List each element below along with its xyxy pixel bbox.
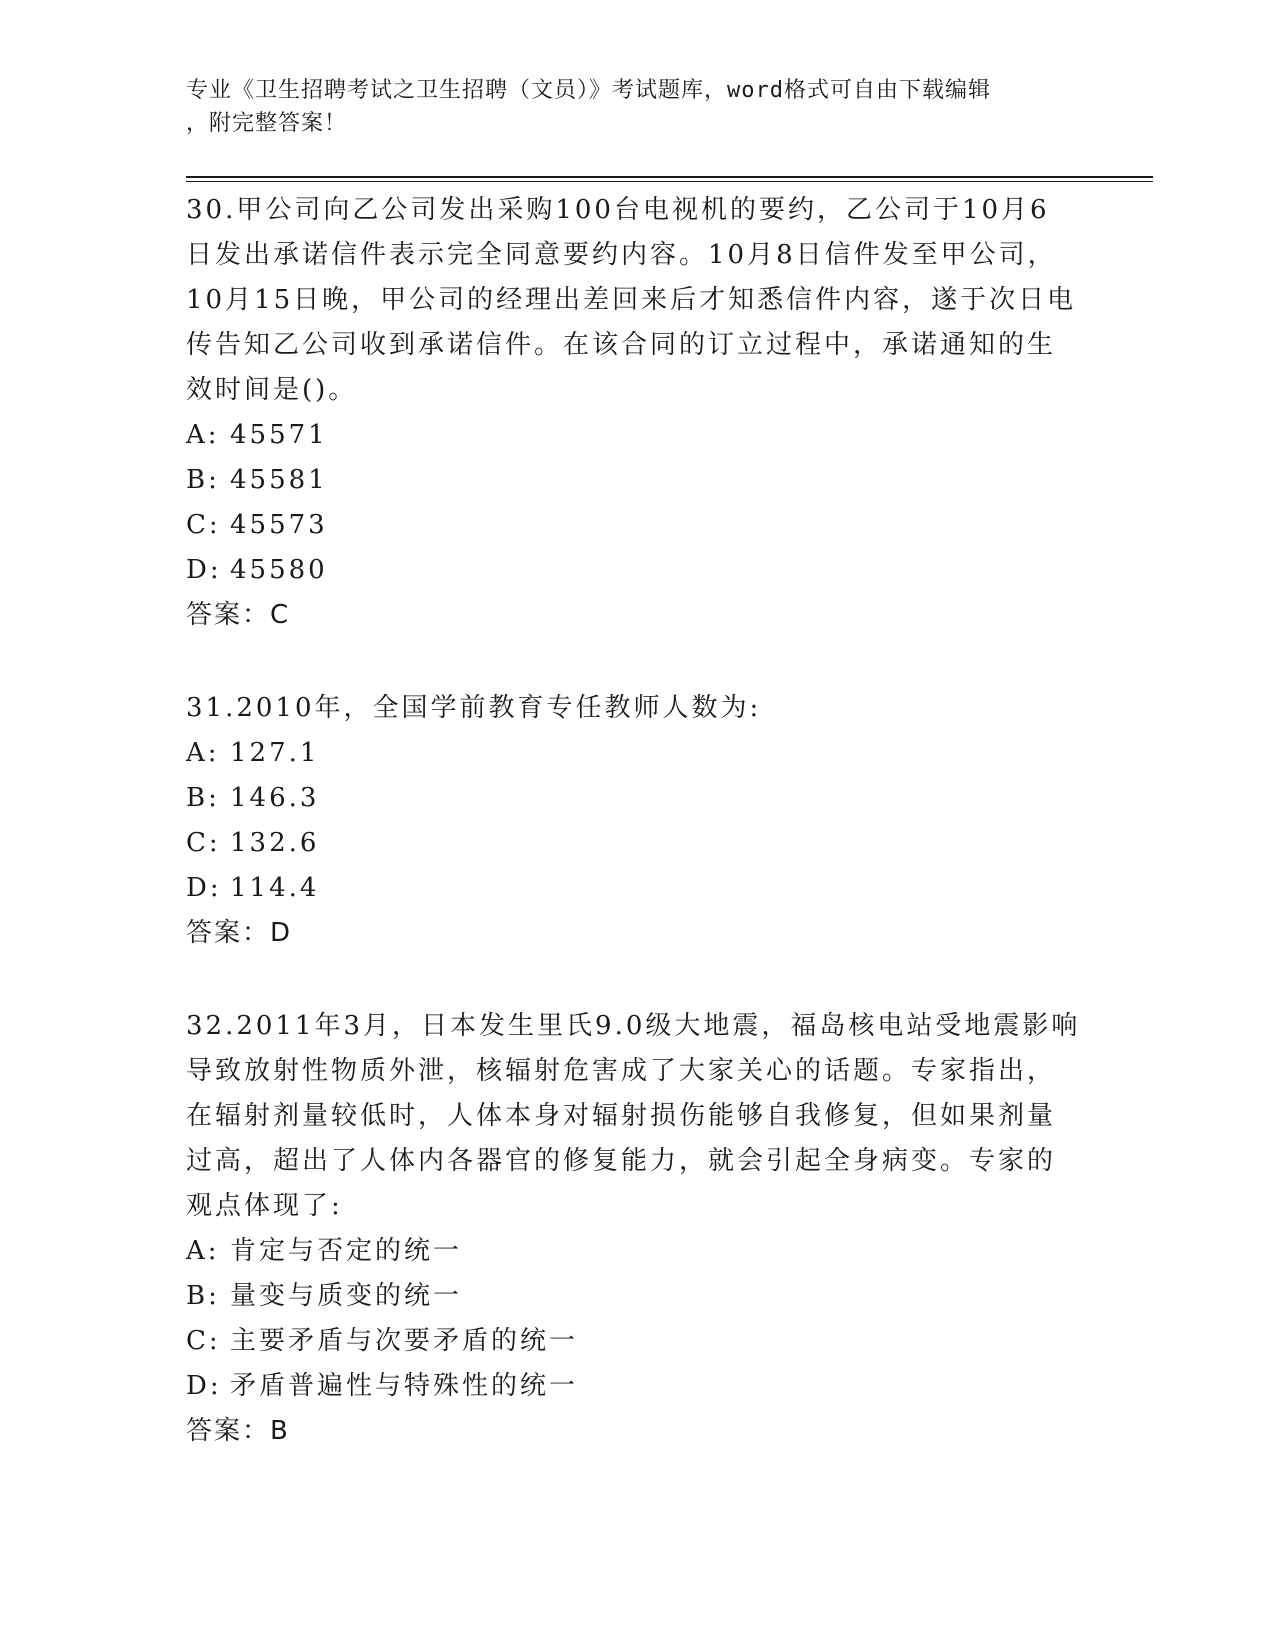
header-divider-thick [186,176,1153,178]
question-stem-line: 日发出承诺信件表示完全同意要约内容。10月8日信件发至甲公司， [186,240,1057,270]
question-stem-line: 过高，超出了人体内各器官的修复能力，就会引起全身病变。专家的 [186,1146,1057,1176]
option-text: 主要矛盾与次要矛盾的统一 [230,1326,579,1356]
question-list [186,188,1086,1454]
header-divider-thin [186,181,1153,182]
option-c [186,1319,1086,1364]
option-key: B: [186,465,220,495]
question-31 [186,686,1086,956]
question-stem-line: 32.2011年3月，日本发生里氏9.0级大地震，福岛核电站受地震影响 [186,1011,1081,1041]
question-32 [186,1004,1086,1454]
question-stem-line: 导致放射性物质外泄，核辐射危害成了大家关心的话题。专家指出， [186,1056,1057,1086]
question-stem-line: 传告知乙公司收到承诺信件。在该合同的订立过程中，承诺通知的生 [186,330,1057,360]
option-c [186,503,1086,548]
option-key: A: [186,738,220,768]
option-text: 45580 [230,555,328,585]
option-b [186,458,1086,503]
question-stem-line: 10月15日晚，甲公司的经理出差回来后才知悉信件内容，遂于次日电 [186,285,1077,315]
option-text: 132.6 [230,828,320,858]
option-d [186,1364,1086,1409]
option-text: 45571 [230,420,328,450]
option-d [186,866,1086,911]
option-text: 肯定与否定的统一 [230,1236,463,1266]
question-stem-line: 30.甲公司向乙公司发出采购100台电视机的要约，乙公司于10月6 [186,195,1050,225]
option-a [186,1229,1086,1274]
option-b [186,1274,1086,1319]
option-key: C: [186,1326,221,1356]
option-text: 量变与质变的统一 [230,1281,463,1311]
option-key: C: [186,828,221,858]
option-key: B: [186,1281,220,1311]
question-stem-line: 在辐射剂量较低时，人体本身对辐射损伤能够自我修复，但如果剂量 [186,1101,1057,1131]
option-key: A: [186,420,220,450]
option-c [186,821,1086,866]
answer-line: 答案：D [186,918,293,948]
option-b [186,776,1086,821]
option-text: 45573 [230,510,328,540]
option-key: A: [186,1236,220,1266]
option-text: 127.1 [230,738,320,768]
option-text: 114.4 [230,873,320,903]
option-text: 矛盾普遍性与特殊性的统一 [230,1371,579,1401]
option-a [186,731,1086,776]
document-header [186,74,1066,140]
option-d [186,548,1086,593]
header-line-1: 专业《卫生招聘考试之卫生招聘（文员）》考试题库，word格式可自由下载编辑 [186,78,991,103]
option-a [186,413,1086,458]
option-key: D: [186,555,222,585]
option-key: C: [186,510,221,540]
answer-line: 答案：C [186,600,291,630]
option-key: B: [186,783,220,813]
header-line-2: ，附完整答案！ [186,111,348,136]
question-stem-line: 效时间是()。 [186,375,358,405]
question-30 [186,188,1086,638]
option-text: 45581 [230,465,328,495]
question-stem-line: 31.2010年，全国学前教育专任教师人数为: [186,693,762,723]
option-key: D: [186,873,222,903]
question-stem-line: 观点体现了: [186,1191,343,1221]
option-key: D: [186,1371,222,1401]
answer-line: 答案：B [186,1416,290,1446]
option-text: 146.3 [230,783,320,813]
